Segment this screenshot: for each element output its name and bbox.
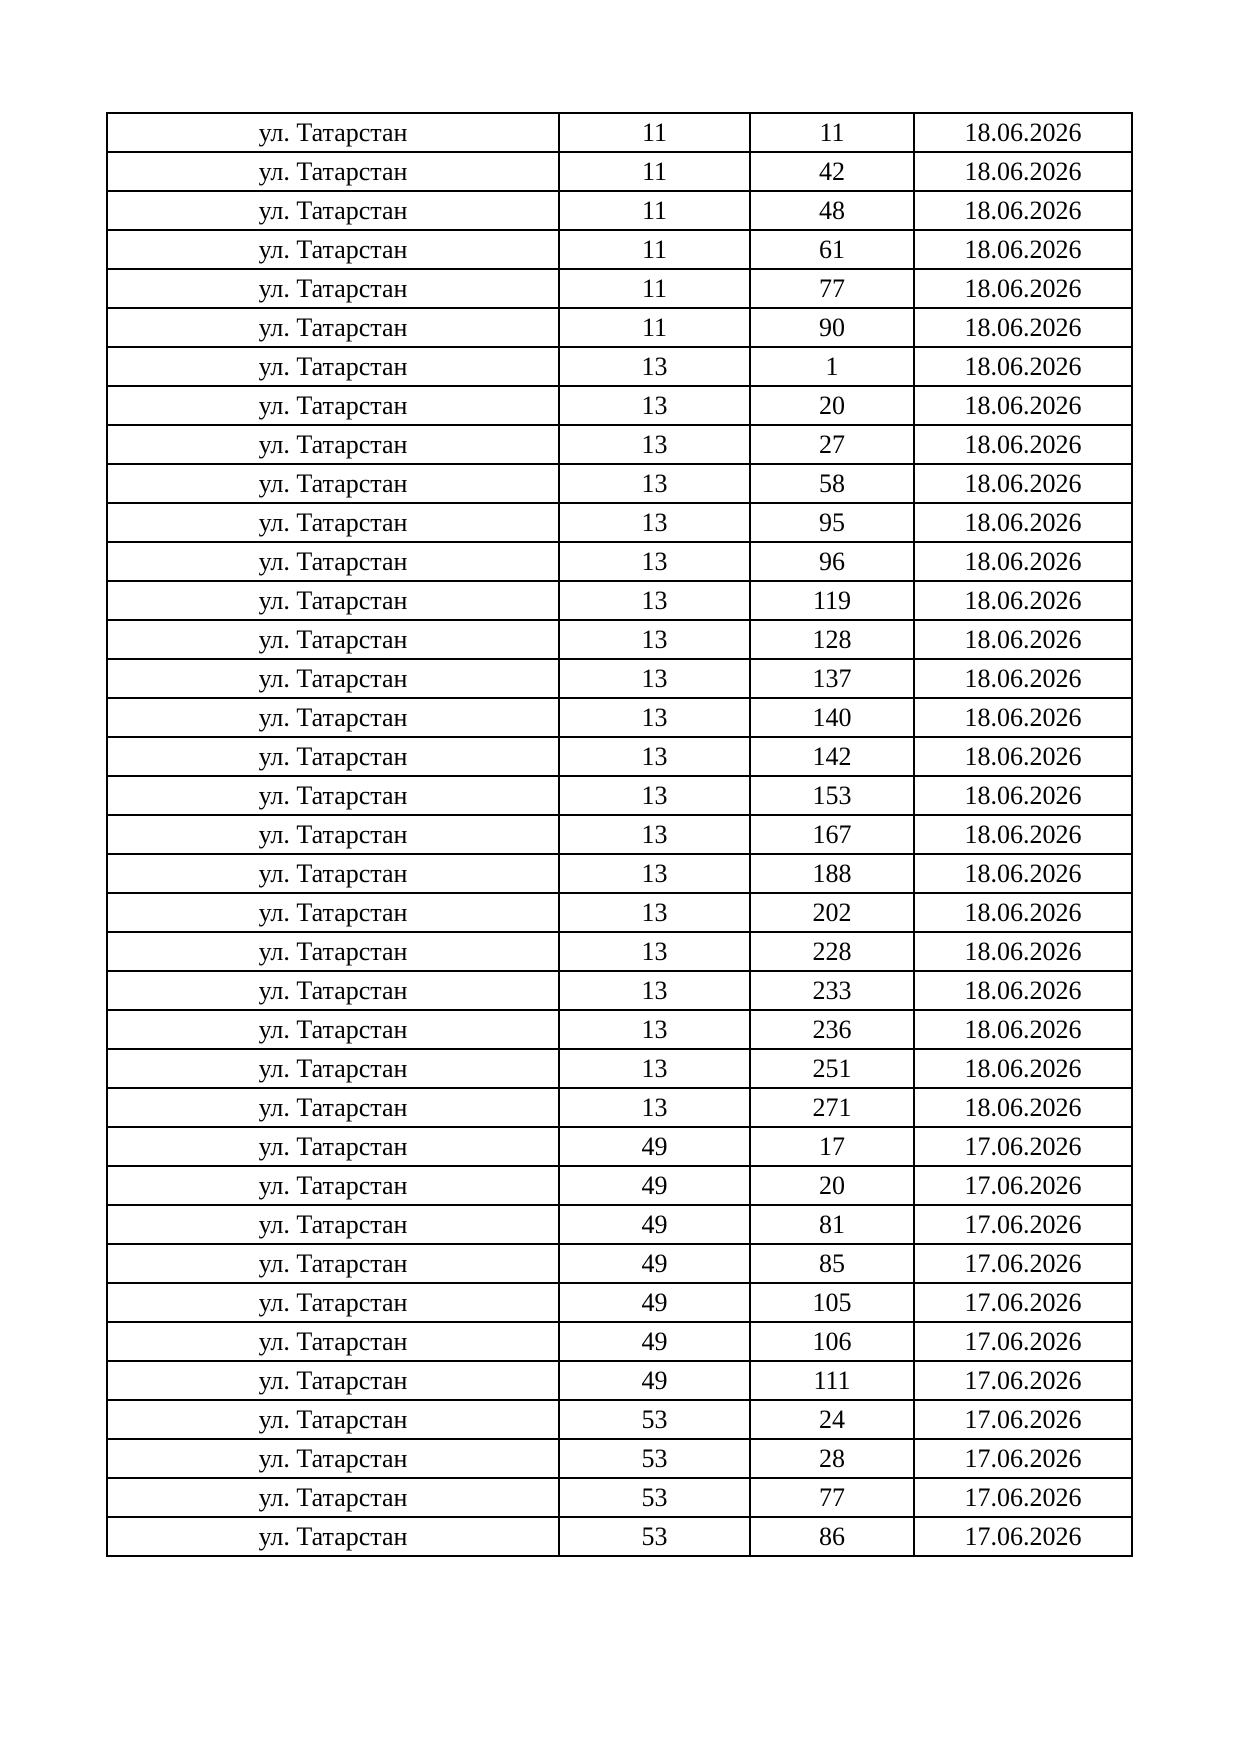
house-number-cell: 13 bbox=[559, 386, 750, 425]
table-row bbox=[107, 1049, 1132, 1088]
apartment-number-cell: 20 bbox=[750, 1166, 914, 1205]
date-cell: 18.06.2026 bbox=[914, 308, 1132, 347]
street-cell: ул. Татарстан bbox=[107, 1088, 559, 1127]
house-number-cell: 13 bbox=[559, 581, 750, 620]
apartment-number-cell: 111 bbox=[750, 1361, 914, 1400]
apartment-number-cell: 85 bbox=[750, 1244, 914, 1283]
house-number-cell: 13 bbox=[559, 698, 750, 737]
apartment-number-cell: 271 bbox=[750, 1088, 914, 1127]
house-number-cell: 13 bbox=[559, 425, 750, 464]
date-cell: 18.06.2026 bbox=[914, 893, 1132, 932]
street-cell: ул. Татарстан bbox=[107, 1166, 559, 1205]
street-cell: ул. Татарстан bbox=[107, 386, 559, 425]
table-row bbox=[107, 308, 1132, 347]
apartment-number-cell: 90 bbox=[750, 308, 914, 347]
table-row bbox=[107, 776, 1132, 815]
apartment-number-cell: 20 bbox=[750, 386, 914, 425]
date-cell: 18.06.2026 bbox=[914, 152, 1132, 191]
apartment-number-cell: 1 bbox=[750, 347, 914, 386]
house-number-cell: 53 bbox=[559, 1517, 750, 1556]
street-cell: ул. Татарстан bbox=[107, 1517, 559, 1556]
table-row bbox=[107, 113, 1132, 152]
street-cell: ул. Татарстан bbox=[107, 971, 559, 1010]
street-cell: ул. Татарстан bbox=[107, 542, 559, 581]
house-number-cell: 11 bbox=[559, 191, 750, 230]
apartment-number-cell: 140 bbox=[750, 698, 914, 737]
apartment-number-cell: 61 bbox=[750, 230, 914, 269]
table-row bbox=[107, 1283, 1132, 1322]
street-cell: ул. Татарстан bbox=[107, 1322, 559, 1361]
date-cell: 18.06.2026 bbox=[914, 1049, 1132, 1088]
apartment-number-cell: 233 bbox=[750, 971, 914, 1010]
street-cell: ул. Татарстан bbox=[107, 113, 559, 152]
apartment-number-cell: 105 bbox=[750, 1283, 914, 1322]
house-number-cell: 49 bbox=[559, 1166, 750, 1205]
street-cell: ул. Татарстан bbox=[107, 464, 559, 503]
street-cell: ул. Татарстан bbox=[107, 581, 559, 620]
house-number-cell: 13 bbox=[559, 776, 750, 815]
street-cell: ул. Татарстан bbox=[107, 191, 559, 230]
street-cell: ул. Татарстан bbox=[107, 230, 559, 269]
date-cell: 18.06.2026 bbox=[914, 386, 1132, 425]
apartment-number-cell: 202 bbox=[750, 893, 914, 932]
table-row bbox=[107, 1400, 1132, 1439]
apartment-number-cell: 106 bbox=[750, 1322, 914, 1361]
date-cell: 17.06.2026 bbox=[914, 1244, 1132, 1283]
table-row bbox=[107, 1244, 1132, 1283]
apartment-number-cell: 77 bbox=[750, 269, 914, 308]
house-number-cell: 13 bbox=[559, 659, 750, 698]
date-cell: 18.06.2026 bbox=[914, 542, 1132, 581]
date-cell: 18.06.2026 bbox=[914, 269, 1132, 308]
date-cell: 18.06.2026 bbox=[914, 932, 1132, 971]
table-row bbox=[107, 1322, 1132, 1361]
date-cell: 18.06.2026 bbox=[914, 347, 1132, 386]
street-cell: ул. Татарстан bbox=[107, 1361, 559, 1400]
table-row bbox=[107, 503, 1132, 542]
table-row bbox=[107, 347, 1132, 386]
house-number-cell: 13 bbox=[559, 1049, 750, 1088]
street-cell: ул. Татарстан bbox=[107, 620, 559, 659]
date-cell: 18.06.2026 bbox=[914, 230, 1132, 269]
table-row bbox=[107, 230, 1132, 269]
date-cell: 18.06.2026 bbox=[914, 503, 1132, 542]
house-number-cell: 13 bbox=[559, 893, 750, 932]
apartment-number-cell: 119 bbox=[750, 581, 914, 620]
apartment-number-cell: 28 bbox=[750, 1439, 914, 1478]
date-cell: 17.06.2026 bbox=[914, 1400, 1132, 1439]
date-cell: 17.06.2026 bbox=[914, 1205, 1132, 1244]
street-cell: ул. Татарстан bbox=[107, 776, 559, 815]
date-cell: 18.06.2026 bbox=[914, 698, 1132, 737]
street-cell: ул. Татарстан bbox=[107, 1205, 559, 1244]
apartment-number-cell: 167 bbox=[750, 815, 914, 854]
house-number-cell: 11 bbox=[559, 269, 750, 308]
date-cell: 18.06.2026 bbox=[914, 1010, 1132, 1049]
house-number-cell: 13 bbox=[559, 932, 750, 971]
apartment-number-cell: 81 bbox=[750, 1205, 914, 1244]
date-cell: 18.06.2026 bbox=[914, 113, 1132, 152]
street-cell: ул. Татарстан bbox=[107, 737, 559, 776]
street-cell: ул. Татарстан bbox=[107, 308, 559, 347]
house-number-cell: 13 bbox=[559, 542, 750, 581]
house-number-cell: 13 bbox=[559, 464, 750, 503]
schedule-table bbox=[106, 112, 1133, 1557]
house-number-cell: 49 bbox=[559, 1205, 750, 1244]
house-number-cell: 49 bbox=[559, 1361, 750, 1400]
house-number-cell: 53 bbox=[559, 1439, 750, 1478]
house-number-cell: 53 bbox=[559, 1478, 750, 1517]
street-cell: ул. Татарстан bbox=[107, 932, 559, 971]
table-row bbox=[107, 815, 1132, 854]
apartment-number-cell: 17 bbox=[750, 1127, 914, 1166]
street-cell: ул. Татарстан bbox=[107, 659, 559, 698]
house-number-cell: 13 bbox=[559, 854, 750, 893]
table-row bbox=[107, 659, 1132, 698]
apartment-number-cell: 236 bbox=[750, 1010, 914, 1049]
table-row bbox=[107, 1439, 1132, 1478]
house-number-cell: 13 bbox=[559, 815, 750, 854]
date-cell: 18.06.2026 bbox=[914, 737, 1132, 776]
table-row bbox=[107, 542, 1132, 581]
date-cell: 18.06.2026 bbox=[914, 659, 1132, 698]
house-number-cell: 13 bbox=[559, 971, 750, 1010]
house-number-cell: 49 bbox=[559, 1322, 750, 1361]
street-cell: ул. Татарстан bbox=[107, 698, 559, 737]
street-cell: ул. Татарстан bbox=[107, 269, 559, 308]
house-number-cell: 11 bbox=[559, 308, 750, 347]
date-cell: 18.06.2026 bbox=[914, 191, 1132, 230]
date-cell: 17.06.2026 bbox=[914, 1166, 1132, 1205]
date-cell: 18.06.2026 bbox=[914, 815, 1132, 854]
apartment-number-cell: 128 bbox=[750, 620, 914, 659]
date-cell: 17.06.2026 bbox=[914, 1283, 1132, 1322]
street-cell: ул. Татарстан bbox=[107, 1127, 559, 1166]
apartment-number-cell: 77 bbox=[750, 1478, 914, 1517]
table-row bbox=[107, 1205, 1132, 1244]
house-number-cell: 13 bbox=[559, 737, 750, 776]
street-cell: ул. Татарстан bbox=[107, 152, 559, 191]
street-cell: ул. Татарстан bbox=[107, 854, 559, 893]
street-cell: ул. Татарстан bbox=[107, 1283, 559, 1322]
date-cell: 18.06.2026 bbox=[914, 425, 1132, 464]
apartment-number-cell: 27 bbox=[750, 425, 914, 464]
table-row bbox=[107, 191, 1132, 230]
apartment-number-cell: 251 bbox=[750, 1049, 914, 1088]
house-number-cell: 13 bbox=[559, 1088, 750, 1127]
street-cell: ул. Татарстан bbox=[107, 1439, 559, 1478]
apartment-number-cell: 95 bbox=[750, 503, 914, 542]
house-number-cell: 11 bbox=[559, 230, 750, 269]
apartment-number-cell: 188 bbox=[750, 854, 914, 893]
date-cell: 17.06.2026 bbox=[914, 1322, 1132, 1361]
date-cell: 18.06.2026 bbox=[914, 581, 1132, 620]
table-row bbox=[107, 425, 1132, 464]
table-row bbox=[107, 152, 1132, 191]
table-row bbox=[107, 854, 1132, 893]
street-cell: ул. Татарстан bbox=[107, 815, 559, 854]
apartment-number-cell: 96 bbox=[750, 542, 914, 581]
street-cell: ул. Татарстан bbox=[107, 425, 559, 464]
house-number-cell: 13 bbox=[559, 503, 750, 542]
house-number-cell: 49 bbox=[559, 1244, 750, 1283]
date-cell: 18.06.2026 bbox=[914, 1088, 1132, 1127]
table-row bbox=[107, 1127, 1132, 1166]
table-row bbox=[107, 893, 1132, 932]
table-row bbox=[107, 386, 1132, 425]
table-row bbox=[107, 1361, 1132, 1400]
apartment-number-cell: 142 bbox=[750, 737, 914, 776]
house-number-cell: 11 bbox=[559, 113, 750, 152]
date-cell: 17.06.2026 bbox=[914, 1439, 1132, 1478]
apartment-number-cell: 86 bbox=[750, 1517, 914, 1556]
date-cell: 17.06.2026 bbox=[914, 1478, 1132, 1517]
street-cell: ул. Татарстан bbox=[107, 893, 559, 932]
date-cell: 17.06.2026 bbox=[914, 1517, 1132, 1556]
street-cell: ул. Татарстан bbox=[107, 1010, 559, 1049]
apartment-number-cell: 153 bbox=[750, 776, 914, 815]
table-row bbox=[107, 737, 1132, 776]
schedule-table-body bbox=[107, 113, 1132, 1556]
apartment-number-cell: 228 bbox=[750, 932, 914, 971]
street-cell: ул. Татарстан bbox=[107, 1478, 559, 1517]
table-row bbox=[107, 581, 1132, 620]
house-number-cell: 13 bbox=[559, 620, 750, 659]
apartment-number-cell: 137 bbox=[750, 659, 914, 698]
apartment-number-cell: 24 bbox=[750, 1400, 914, 1439]
house-number-cell: 49 bbox=[559, 1283, 750, 1322]
table-row bbox=[107, 1010, 1132, 1049]
date-cell: 17.06.2026 bbox=[914, 1127, 1132, 1166]
date-cell: 18.06.2026 bbox=[914, 464, 1132, 503]
table-row bbox=[107, 971, 1132, 1010]
table-row bbox=[107, 698, 1132, 737]
apartment-number-cell: 58 bbox=[750, 464, 914, 503]
table-row bbox=[107, 1088, 1132, 1127]
street-cell: ул. Татарстан bbox=[107, 503, 559, 542]
table-row bbox=[107, 1166, 1132, 1205]
apartment-number-cell: 48 bbox=[750, 191, 914, 230]
date-cell: 18.06.2026 bbox=[914, 854, 1132, 893]
apartment-number-cell: 42 bbox=[750, 152, 914, 191]
house-number-cell: 53 bbox=[559, 1400, 750, 1439]
date-cell: 18.06.2026 bbox=[914, 620, 1132, 659]
table-row bbox=[107, 464, 1132, 503]
house-number-cell: 49 bbox=[559, 1127, 750, 1166]
street-cell: ул. Татарстан bbox=[107, 1400, 559, 1439]
street-cell: ул. Татарстан bbox=[107, 1049, 559, 1088]
table-row bbox=[107, 269, 1132, 308]
house-number-cell: 13 bbox=[559, 1010, 750, 1049]
date-cell: 18.06.2026 bbox=[914, 776, 1132, 815]
house-number-cell: 13 bbox=[559, 347, 750, 386]
date-cell: 18.06.2026 bbox=[914, 971, 1132, 1010]
table-row bbox=[107, 932, 1132, 971]
table-row bbox=[107, 620, 1132, 659]
street-cell: ул. Татарстан bbox=[107, 1244, 559, 1283]
street-cell: ул. Татарстан bbox=[107, 347, 559, 386]
table-row bbox=[107, 1478, 1132, 1517]
apartment-number-cell: 11 bbox=[750, 113, 914, 152]
date-cell: 17.06.2026 bbox=[914, 1361, 1132, 1400]
table-row bbox=[107, 1517, 1132, 1556]
house-number-cell: 11 bbox=[559, 152, 750, 191]
